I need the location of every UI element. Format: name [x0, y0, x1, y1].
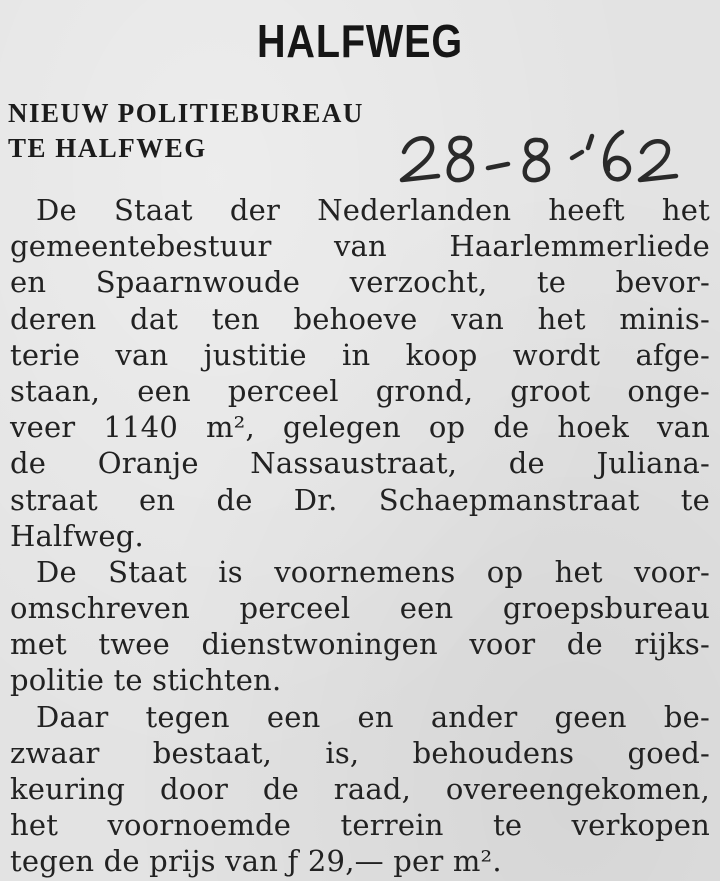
body-line: deren dat ten behoeve van het minis- — [10, 301, 710, 336]
body-line: straat en de Dr. Schaepmanstraat te — [10, 482, 710, 517]
body-line: De Staat is voornemens op het voor- — [36, 554, 710, 589]
body-line: staan, een perceel grond, groot onge- — [10, 373, 710, 408]
article-body — [10, 192, 710, 880]
body-line: met twee dienstwoningen voor de rijks- — [10, 627, 710, 662]
article-title-line-1: NIEUW POLITIEBUREAU — [8, 98, 364, 128]
body-line: het voornoemde terrein te verkopen — [10, 808, 710, 843]
body-line: Daar tegen een en ander geen be- — [36, 699, 710, 734]
body-line: politie te stichten. — [10, 663, 282, 698]
body-line: terie van justitie in koop wordt afge- — [10, 337, 710, 372]
body-line: gemeentebestuur van Haarlemmerliede — [10, 229, 710, 264]
article-title-line-2: TE HALFWEG — [8, 133, 207, 163]
body-line: omschreven perceel een groepsbureau — [10, 591, 710, 626]
body-line: zwaar bestaat, is, behoudens goed- — [10, 735, 710, 770]
body-line: de Oranje Nassaustraat, de Juliana- — [10, 446, 710, 481]
body-line: tegen de prijs van ƒ 29,— per m². — [10, 844, 502, 879]
body-line: Halfweg. — [10, 518, 144, 553]
section-heading: HALFWEG — [257, 15, 463, 67]
handwritten-date-annotation — [396, 118, 696, 198]
body-line: en Spaarnwoude verzocht, te bevor- — [10, 265, 710, 300]
body-line: keuring door de raad, overeengekomen, — [10, 772, 710, 806]
body-line: veer 1140 m², gelegen op de hoek van — [10, 410, 710, 445]
body-line: De Staat der Nederlanden heeft het — [36, 193, 710, 227]
